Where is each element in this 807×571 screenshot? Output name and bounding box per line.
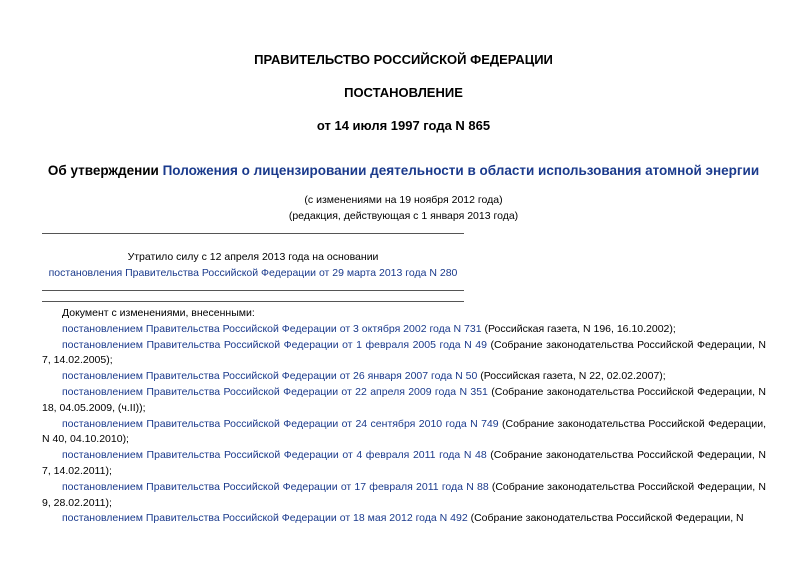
amendment-item <box>42 417 766 449</box>
amendment-link[interactable]: постановлением Правительства Российской Федерации от 26 января 2007 года N 50 <box>62 370 478 383</box>
document-title <box>0 163 807 178</box>
amendment-source: (Собрание законодательства Российской Федерации, N 7, 14.02.2011); <box>42 449 767 477</box>
amendment-item <box>42 448 766 480</box>
amendment-item <box>42 385 766 417</box>
amendment-link[interactable]: постановлением Правительства Российской Федерации от 4 февраля 2011 года N 48 <box>62 449 487 462</box>
amendment-link[interactable]: постановлением Правительства Российской Федерации от 17 февраля 2011 года N 88 <box>62 480 489 493</box>
document-type-heading: ПОСТАНОВЛЕНИЕ <box>344 85 463 100</box>
divider-middle <box>42 290 464 291</box>
amendment-source: (Собрание законодательства Российской Федерации, N 9, 28.02.2011); <box>42 480 766 509</box>
amendment-item <box>42 511 766 527</box>
lost-force-text: Утратило силу с 12 апреля 2013 года на основании <box>127 251 379 263</box>
amendment-source: (Собрание законодательства Российской Федерации, N 7, 14.02.2005); <box>42 338 766 367</box>
amendment-link[interactable]: постановлением Правительства Российской Федерации от 22 апреля 2009 года N 351 <box>62 385 488 398</box>
date-number-heading: от 14 июля 1997 года N 865 <box>316 118 491 133</box>
amendments-intro: Документ с изменениями, внесенными: <box>62 307 255 319</box>
government-heading: ПРАВИТЕЛЬСТВО РОССИЙСКОЙ ФЕДЕРАЦИИ <box>254 52 553 67</box>
amendment-source: (Российская газета, N 22, 02.02.2007); <box>477 370 666 383</box>
amendment-link[interactable]: постановлением Правительства Российской Федерации от 24 сентября 2010 года N 749 <box>62 417 499 430</box>
amendment-source: (Собрание законодательства Российской Федерации, N 18, 04.05.2009, (ч.II)); <box>42 385 766 414</box>
amendment-link[interactable]: постановлением Правительства Российской Федерации от 1 февраля 2005 года N 49 <box>62 338 487 351</box>
lost-force-link[interactable]: постановления Правительства Российской Федерации от 29 марта 2013 года N 280 <box>48 267 458 279</box>
title-prefix: Об утверждении <box>47 163 163 178</box>
amendment-source: (Российская газета, N 196, 16.10.2002); <box>481 322 676 335</box>
edition-effective: (редакция, действующая с 1 января 2013 года) <box>288 210 519 222</box>
amendment-item <box>42 322 766 338</box>
lost-force-line <box>42 267 464 279</box>
amendment-item <box>42 480 766 512</box>
amendment-item <box>42 369 766 385</box>
divider-bottom <box>42 301 464 302</box>
edition-changes: (с изменениями на 19 ноября 2012 года) <box>304 194 503 206</box>
amendment-item <box>42 338 766 370</box>
amendment-link[interactable]: постановлением Правительства Российской Федерации от 3 октября 2002 года N 731 <box>62 322 482 335</box>
amendment-source: (Собрание законодательства Российской Федерации, N <box>467 512 744 525</box>
divider-top <box>42 233 464 234</box>
amendments-section <box>42 306 766 527</box>
amendment-source: (Собрание законодательства Российской Федерации, N 40, 04.10.2010); <box>42 417 766 446</box>
amendment-link[interactable]: постановлением Правительства Российской Федерации от 18 мая 2012 года N 492 <box>62 512 468 525</box>
regulation-link[interactable]: Положения о лицензировании деятельности в области использования атомной энергии <box>162 163 760 178</box>
